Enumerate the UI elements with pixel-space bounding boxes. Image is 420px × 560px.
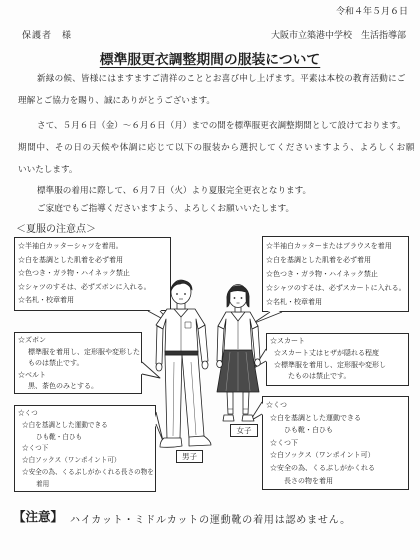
- section-heading: ＜夏服の注意点＞: [16, 224, 96, 235]
- note-line: ☆白を基調とした運動できる: [270, 413, 361, 422]
- body-line: 新緑の候、皆様にはますますご清祥のこととお喜び申し上げます。平素は本校の教育活動にご: [37, 74, 406, 84]
- note-line: ☆白ソックス（ワンポイント可）: [22, 456, 121, 465]
- boy-label: 男子: [176, 450, 203, 463]
- note-line: ☆シャツのすそは、必ずズボンに入れる。: [18, 282, 151, 291]
- note-line: ☆色つき・ガラ物・ハイネック禁止: [266, 270, 378, 278]
- notice-tag: 【注意】: [13, 509, 64, 524]
- note-line: ☆名札・校章着用: [18, 296, 74, 305]
- note-line: ☆スカート: [270, 337, 305, 345]
- note-line: ☆シャツのすそは、必ずスカートに入れる。: [266, 284, 406, 292]
- body-line: さて、５月６日（金）～６月６日（月）までの間を標準服更衣調整期間として設けております。: [37, 121, 406, 131]
- note-line: 着用: [36, 479, 50, 488]
- body-line: 期間中、その日の天候や体調に応じて以下の服装から選択してくださいますよう、よろしくお願: [18, 143, 416, 153]
- note-line: ☆半袖白カッターまたはブラウスを着用: [266, 242, 392, 250]
- body-line: ご家庭でもご指導くださいますよう、よろしくお願いいたします。: [37, 204, 295, 214]
- note-line: ☆くつ: [18, 409, 38, 417]
- note-line: 長さの物を着用: [284, 476, 333, 485]
- boy-figure: [156, 280, 211, 447]
- body-line: いいたします。: [18, 165, 78, 175]
- note-line: ☆半袖白カッターシャツを着用。: [18, 242, 123, 250]
- note-line: ☆くつ下: [22, 444, 49, 453]
- note-line: ☆白を基調とした肌着を必ず着用: [18, 255, 123, 264]
- note-line: ひも靴・白ひも: [284, 426, 333, 435]
- note-line: ☆ズボン: [18, 336, 46, 344]
- note-line: ☆くつ: [266, 401, 287, 409]
- notice-text: ハイカット・ミドルカットの運動靴の着用は認めません。: [70, 515, 351, 526]
- note-line: 標準服を着用し、定形服や変形した: [28, 347, 140, 356]
- callout-tail: [154, 412, 163, 441]
- recipient: 保護者 様: [22, 31, 73, 41]
- document-title: 標準服更衣調整期間の服装について: [99, 52, 321, 68]
- body-line: 標準服の着用に際して、６月７日（火）より夏服完全更衣となります。: [37, 186, 312, 196]
- note-line: 黒、茶色のみとする。: [28, 382, 98, 391]
- girl-label: 女子: [230, 424, 258, 437]
- note-line: ☆白ソックス（ワンポイント可）: [270, 451, 375, 460]
- note-line: ひも靴・白ひも: [36, 432, 83, 441]
- sender: 大阪市立築港中学校 生活指導部: [270, 31, 406, 41]
- note-line: ☆安全の為、くるぶしがかくれる長さの物を: [22, 467, 154, 476]
- note-line: ☆スカート丈はヒザが隠れる程度: [274, 348, 379, 357]
- note-line: ☆標準服を着用し、定形服や変形し: [274, 360, 386, 369]
- callout-tail: [252, 310, 282, 324]
- girl-figure: [217, 285, 261, 422]
- note-line: ☆白を基調とした運動できる: [22, 420, 108, 429]
- note-line: ☆名札・校章着用: [266, 298, 322, 306]
- note-line: ☆安全の為、くるぶしがかくれる: [270, 463, 375, 472]
- note-line: たものは禁止です。: [288, 372, 351, 381]
- note-line: ☆ベルト: [18, 370, 46, 379]
- issue-date: 令和４年５月６日: [335, 7, 408, 17]
- body-line: 理解とご協力を賜り、誠にありがとうございます。: [18, 96, 215, 106]
- note-line: ☆色つき・ガラ物・ハイネック禁止: [18, 269, 130, 278]
- note-line: ☆くつ下: [270, 438, 298, 447]
- note-line: ☆白を基調とした肌着を必ず着用: [266, 256, 371, 264]
- note-line: ものは禁止です。: [28, 359, 84, 368]
